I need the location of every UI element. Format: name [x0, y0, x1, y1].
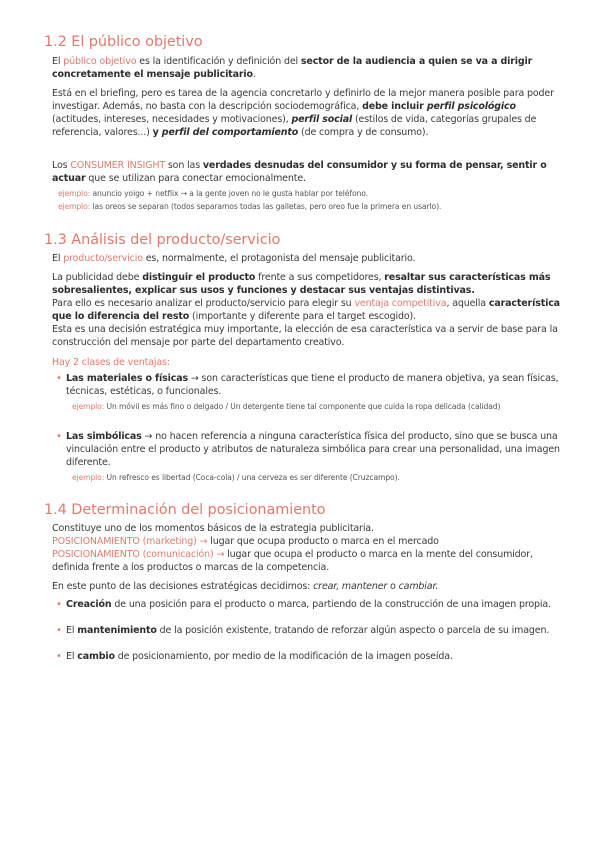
paragraph-consumer-insight: Los CONSUMER INSIGHT son las verdades desnudas del consumidor y su forma de pensar, sentir o actuar que se utilizan para conectar emocionalmente. — [52, 160, 547, 184]
section-title-publico-objetivo: 1.2 El público objetivo — [44, 34, 203, 50]
example-yoigo: ejemplo: anuncio yoigo + netflix → a la gente joven no le gusta hablar por teléfono. — [58, 189, 368, 198]
paragraph-decision-estrategica: Esta es una decisión estratégica muy importante, la elección de esa característica va a servir de base para la construcción del mensaje por parte del departamento creativo. — [52, 324, 558, 348]
bullet-simbolicas: Las simbólicas → no hacen referencia a ninguna característica física del producto, sino que se busca una vinculación entre el producto y atributos de naturaleza simbólica para crear una personalidad, una imagen diferente. — [66, 431, 560, 468]
bullet-dot: • — [56, 431, 62, 442]
line-posicionamiento-marketing: POSICIONAMIENTO (marketing) → lugar que ocupa producto o marca en el mercado — [52, 536, 439, 547]
bullet-cambio: El cambio de posicionamiento, por medio de la modificación de la imagen poseída. — [66, 651, 453, 662]
bullet-creacion: Creación de una posición para el producto o marca, partiendo de la construcción de una imagen propia. — [66, 599, 551, 610]
subheading-clases-ventajas: Hay 2 clases de ventajas: — [52, 357, 170, 368]
example-materiales: ejemplo: Un móvil es más fino o delgado / Un detergente tiene tal componente que cuida la ropa delicada (calidad) — [72, 402, 501, 411]
bullet-dot: • — [56, 599, 62, 610]
bullet-dot: • — [56, 373, 62, 384]
paragraph-ventaja-competitiva: Para ello es necesario analizar el producto/servicio para elegir su ventaja competitiva, aquella característica que lo diferencia del resto (importante y diferente para el target escogido). — [52, 298, 560, 322]
paragraph-constituye: Constituye uno de los momentos básicos de la estrategia publicitaria. — [52, 523, 374, 534]
section-title-analisis-producto: 1.3 Análisis del producto/servicio — [44, 232, 281, 248]
paragraph-briefing: Está en el briefing, pero es tarea de la agencia concretarlo y definirlo de la mejor manera posible para poder investigar. Además, no basta con la descripción sociodemográfica, debe incluir perfil psicológico (actitudes, intereses, necesidades y motivaciones), perfil social (estilos de vida, categorías grupales de referencia, valores...) y perfil del comportamiento (de compra y de consumo). — [52, 88, 554, 138]
example-simbolicas: ejemplo: Un refresco es libertad (Coca-cola) / una cerveza es ser diferente (Cruzcampo). — [72, 473, 400, 482]
paragraph-producto-protagonista: El producto/servicio es, normalmente, el protagonista del mensaje publicitario. — [52, 253, 416, 264]
example-oreos: ejemplo: las oreos se separan (todos separamos todas las galletas, pero oreo fue la primera en usarlo). — [58, 202, 442, 211]
section-title-posicionamiento: 1.4 Determinación del posicionamiento — [44, 502, 326, 518]
paragraph-publico-definition: El público objetivo es la identificación y definición del sector de la audiencia a quien se va a dirigir concretamente el mensaje publicitario. — [52, 56, 533, 80]
bullet-dot: • — [56, 651, 62, 662]
line-posicionamiento-comunicacion: POSICIONAMIENTO (comunicación) → lugar que ocupa el producto o marca en la mente del consumidor, definida frente a los productos o marcas de la competencia. — [52, 549, 533, 573]
paragraph-decisiones: En este punto de las decisiones estratégicas decidimos: crear, mantener o cambiar. — [52, 581, 439, 592]
bullet-dot: • — [56, 625, 62, 636]
paragraph-distinguir-producto: La publicidad debe distinguir el producto frente a sus competidores, resaltar sus características más sobresalientes, explicar sus usos y funciones y destacar sus ventajas distintivas. — [52, 272, 551, 296]
bullet-materiales: Las materiales o físicas → son características que tiene el producto de manera objetiva, ya sean físicas, técnicas, estéticas, o funcionales. — [66, 373, 559, 397]
bullet-mantenimiento: El mantenimiento de la posición existente, tratando de reforzar algún aspecto o parcela de su imagen. — [66, 625, 550, 636]
